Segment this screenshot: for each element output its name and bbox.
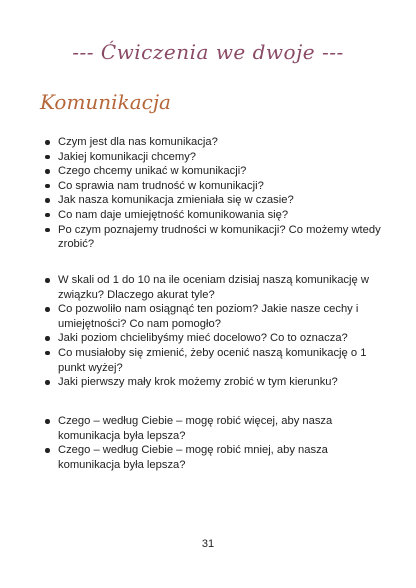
list-item: Czego chcemy unikać w komunikacji? <box>58 164 388 179</box>
list-item: Jakiej komunikacji chcemy? <box>58 150 388 165</box>
question-list-2 <box>40 273 388 390</box>
list-item: Jak nasza komunikacja zmieniała się w czasie? <box>58 193 388 208</box>
section-title: Komunikacja <box>40 90 171 114</box>
page-header-title: --- Ćwiczenia we dwoje --- <box>72 40 344 64</box>
list-item: Czym jest dla nas komunikacja? <box>58 135 388 150</box>
list-item: Jaki pierwszy mały krok możemy zrobić w tym kierunku? <box>58 375 388 390</box>
list-item: Co sprawia nam trudność w komunikacji? <box>58 179 388 194</box>
question-list-1 <box>40 135 388 252</box>
list-item: Czego – według Ciebie – mogę robić więcej, aby nasza komunikacja była lepsza? <box>58 414 388 443</box>
list-item: Po czym poznajemy trudności w komunikacji? Co możemy wtedy zrobić? <box>58 223 388 252</box>
page-number: 31 <box>201 538 215 550</box>
list-item: Co musiałoby się zmienić, żeby ocenić naszą komunikację o 1 punkt wyżej? <box>58 346 388 375</box>
list-item: Co pozwoliło nam osiągnąć ten poziom? Jakie nasze cechy i umiejętności? Co nam pomogło? <box>58 302 388 331</box>
list-item: W skali od 1 do 10 na ile oceniam dzisiaj naszą komunikację w związku? Dlaczego akurat tyle? <box>58 273 388 302</box>
list-item: Jaki poziom chcielibyśmy mieć docelowo? Co to oznacza? <box>58 331 388 346</box>
list-item: Co nam daje umiejętność komunikowania się? <box>58 208 388 223</box>
list-item: Czego – według Ciebie – mogę robić mniej, aby nasza komunikacja była lepsza? <box>58 443 388 472</box>
question-list-3 <box>40 414 388 472</box>
